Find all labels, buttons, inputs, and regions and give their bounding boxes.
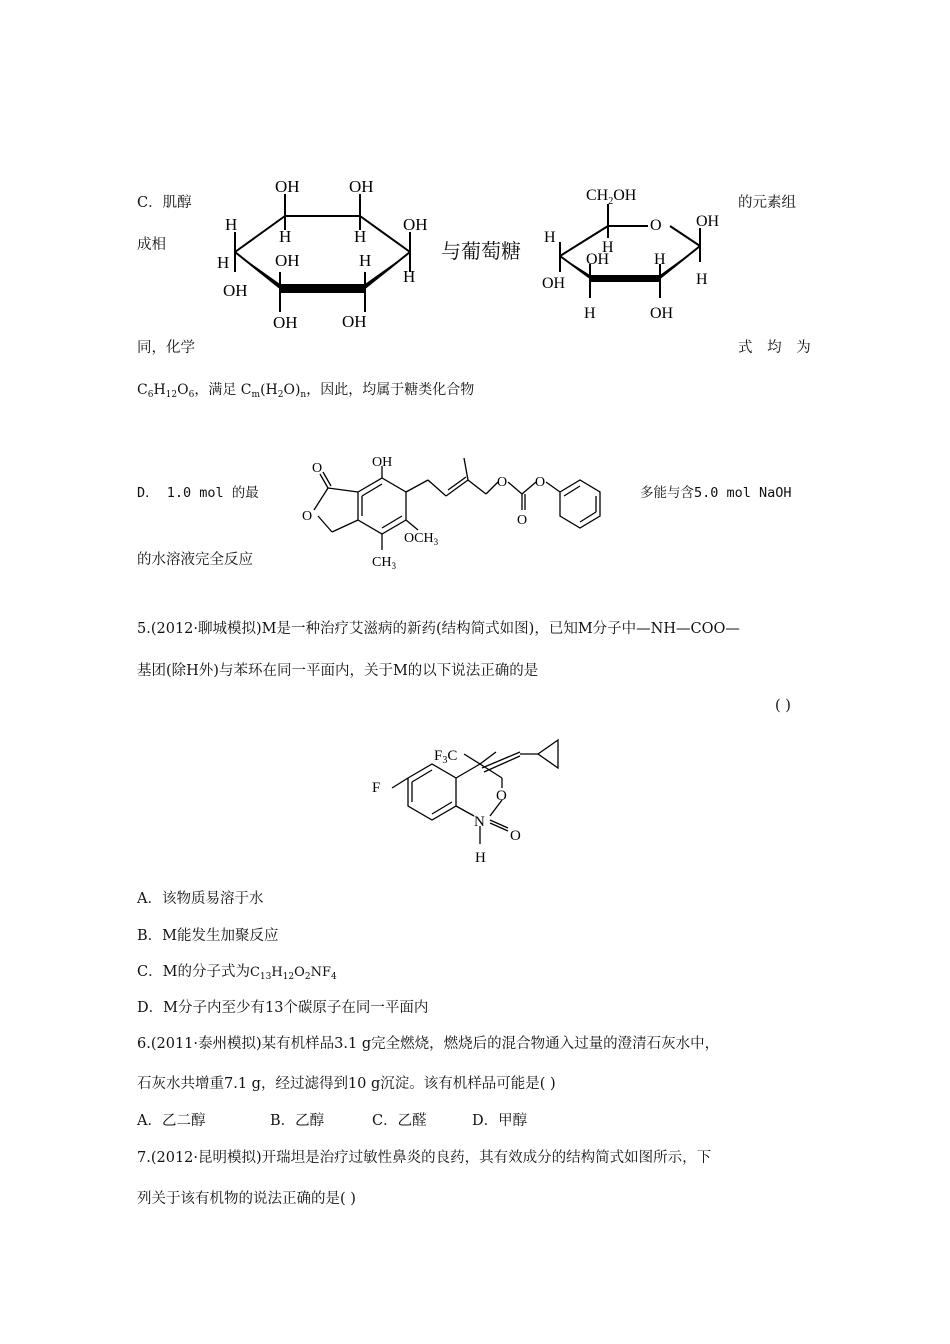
option-c-formula-line: $C_6H_{12}O_6$，满足 $C_m(H_2O)_n$，因此，均属于糖类化合物 — [137, 382, 475, 400]
q6-option-a: A．乙二醇 — [137, 1113, 206, 1129]
compound-d-label: O — [497, 475, 508, 490]
efavirenz-label: H — [475, 850, 486, 866]
svg-text:F3C: $F_3C$ — [434, 748, 458, 766]
inositol-label: OH — [403, 215, 428, 234]
inositol-label: OH — [275, 177, 300, 196]
compound-d-label: O — [302, 509, 313, 524]
inositol-label: H — [354, 227, 367, 246]
compound-d-label: O — [535, 475, 546, 490]
efavirenz-structure — [368, 728, 573, 878]
middle-text: 与葡萄糖 — [441, 239, 521, 263]
glucose-label: H — [654, 251, 666, 268]
q5-line1: 5.(2012·聊城模拟)M是一种治疗艾滋病的新药(结构简式如图)，已知M分子中—NH—COO— — [137, 621, 740, 637]
q6-line2: 石灰水共增重7.1 g，经过滤得到10 g沉淀。该有机样品可能是( ) — [137, 1076, 556, 1092]
glucose-label: H — [602, 239, 614, 256]
inositol-label: H — [279, 227, 292, 246]
glucose-label: O — [650, 217, 662, 234]
svg-text:CH2OH: $CH_2OH$ — [586, 187, 637, 207]
q5-option-d: D．M分子内至少有13个碳原子在同一平面内 — [137, 1000, 429, 1016]
inositol-label: OH — [342, 312, 367, 331]
option-c-line3-left: 同，化学 — [137, 340, 195, 356]
glucose-structure — [538, 180, 738, 325]
efavirenz-label: N — [474, 814, 485, 830]
glucose-label: H — [584, 305, 596, 322]
glucose-label: OH — [650, 305, 674, 322]
efavirenz-label: F — [372, 780, 381, 796]
svg-text:OCH3: $OCH_3$ — [404, 531, 439, 547]
option-c-line3-right: 式 均 为 — [738, 340, 811, 356]
compound-d-label: OH — [372, 455, 393, 470]
inositol-label: OH — [273, 313, 298, 332]
inositol-label: OH — [223, 281, 248, 300]
option-c-line2-start: 成相 — [137, 237, 166, 253]
option-c-prefix: C．肌醇 — [137, 195, 192, 211]
q7-line1: 7.(2012·昆明模拟)开瑞坦是治疗过敏性鼻炎的良药，其有效成分的结构简式如图所示，下 — [137, 1150, 712, 1166]
inositol-label: H — [217, 253, 230, 272]
inositol-label: OH — [349, 177, 374, 196]
compound-d-label: O — [312, 461, 323, 476]
q5-option-b: B．M能发生加聚反应 — [137, 928, 279, 944]
inositol-structure — [215, 172, 450, 332]
inositol-structure-bottom — [340, 305, 385, 335]
q5-option-c: C．M的分子式为$C_{13}H_{12}O_2NF_4$ — [137, 964, 337, 982]
svg-text:CH3: $CH_3$ — [372, 555, 396, 571]
q5-answer-paren: ( ) — [775, 698, 791, 714]
compound-d-label: O — [517, 513, 528, 528]
glucose-label: OH — [586, 251, 610, 268]
option-c-line1-end: 的元素组 — [738, 195, 796, 211]
inositol-label: H — [225, 215, 238, 234]
glucose-label: H — [544, 229, 556, 246]
q7-line2: 列关于该有机物的说法正确的是( ) — [137, 1191, 356, 1207]
inositol-label: OH — [275, 251, 300, 270]
efavirenz-label: O — [496, 788, 507, 804]
compound-d-structure — [288, 452, 628, 577]
option-d-line-end: 多能与含5.0 mol NaOH — [640, 485, 792, 501]
option-d-line2: 的水溶液完全反应 — [137, 552, 253, 568]
q5-line2: 基团(除H外)与苯环在同一平面内，关于M的以下说法正确的是 — [137, 663, 539, 679]
q6-option-b: B．乙醇 — [270, 1113, 325, 1129]
glucose-label: H — [696, 271, 708, 288]
q6-line1: 6.(2011·泰州模拟)某有机样品3.1 g完全燃烧，燃烧后的混合物通入过量的澄清石灰水中， — [137, 1036, 720, 1052]
inositol-label: H — [403, 267, 416, 286]
glucose-label: OH — [542, 275, 566, 292]
glucose-label: OH — [696, 213, 720, 230]
q5-option-a: A．该物质易溶于水 — [137, 891, 264, 907]
q6-option-d: D．甲醇 — [472, 1113, 528, 1129]
q6-option-c: C．乙醛 — [372, 1113, 427, 1129]
inositol-label: H — [359, 251, 372, 270]
option-d-prefix: D． 1.0 mol 的最 — [137, 485, 259, 501]
efavirenz-label: O — [510, 828, 521, 844]
